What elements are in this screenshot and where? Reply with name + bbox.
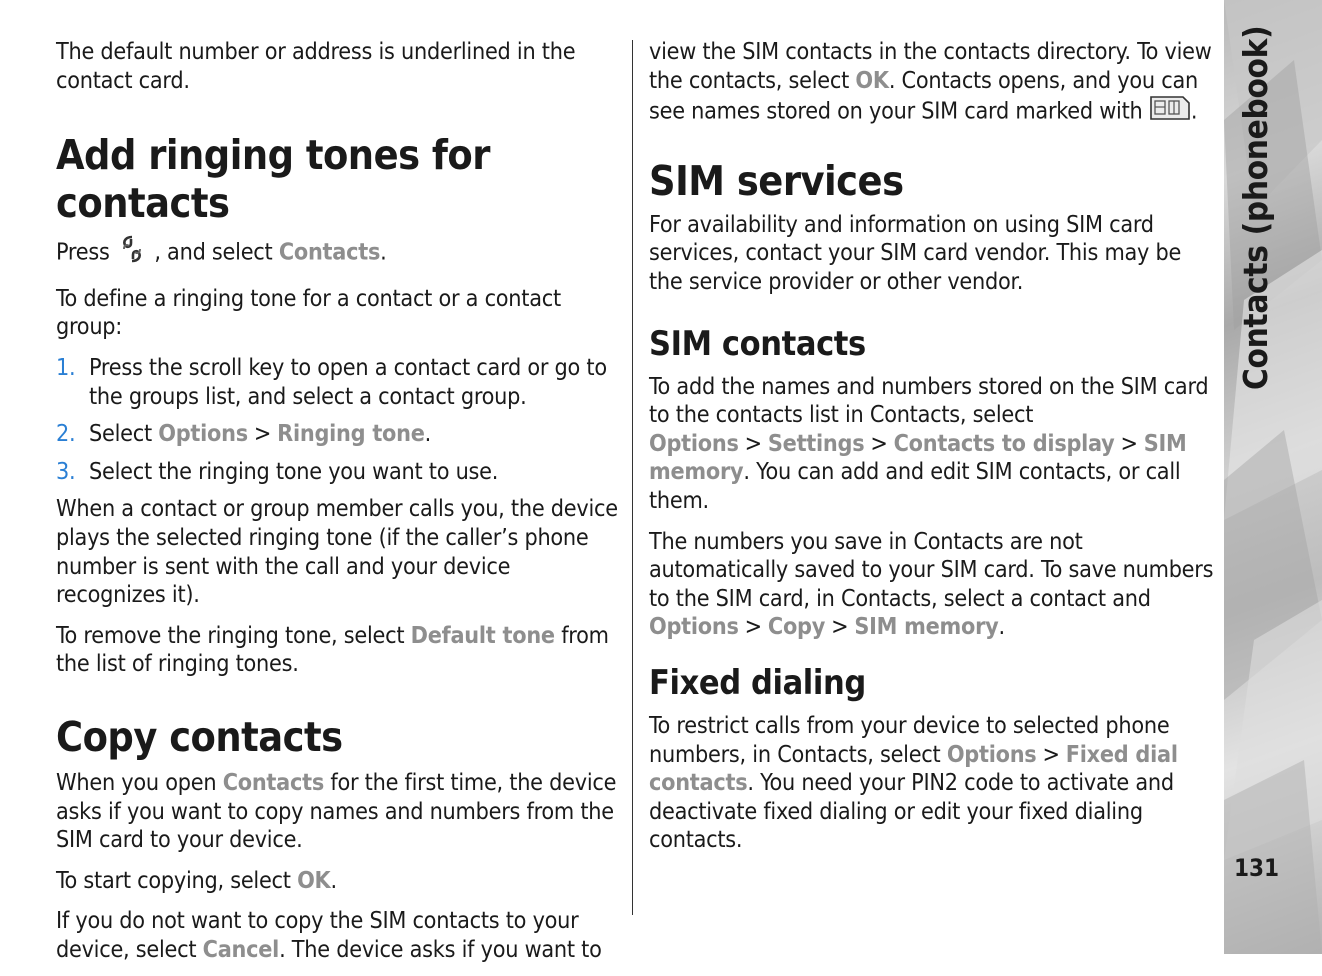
step-number: 2. (56, 420, 76, 448)
sim-contacts-post-text: . You can add and edit SIM contacts, or call them. (649, 458, 1181, 514)
list-item (56, 458, 618, 487)
notcopy-paragraph (56, 907, 618, 964)
remove-post-text: from the list of ringing tones. (56, 621, 609, 678)
ringing-tone-option: Ringing tone (277, 420, 425, 448)
open-text: When you open (56, 768, 217, 796)
when-paragraph: When a contact or group member calls you, the device plays the selected ringing tone (if the caller’s phone number is sent with the call and your device recognizes it). (56, 495, 618, 609)
options-option: Options (649, 429, 739, 457)
contacts-to-display-option: Contacts to display (893, 429, 1115, 457)
chapter-title: Contacts (phonebook) (1236, 25, 1275, 390)
step-text: Press the scroll key to open a contact card or go to the groups list, and select a contact group. (89, 353, 607, 410)
cancel-option: Cancel (202, 935, 280, 963)
notcopy-post-text: . The device asks if you want to (279, 935, 602, 963)
path-separator: > (831, 613, 849, 641)
period: . (424, 420, 432, 448)
intro-paragraph: The default number or address is underlined in the contact card. (56, 38, 576, 94)
open-paragraph (56, 769, 618, 855)
path-separator: > (1042, 740, 1060, 768)
path-separator: > (870, 429, 888, 457)
heading-fixed-dialing: Fixed dialing (649, 662, 866, 703)
notcopy-text: If you do not want to copy the SIM contacts to your device, select (56, 907, 579, 963)
open-post-text: for the first time, the device asks if you want to copy names and numbers from the SIM card to your device. (56, 768, 617, 854)
sim-memory-option: SIM memory (854, 613, 999, 641)
remove-paragraph (56, 622, 618, 679)
heading-sim-services: SIM services (649, 156, 904, 205)
menu-key-icon (116, 233, 148, 273)
period: . (330, 866, 337, 894)
options-option: Options (158, 420, 248, 448)
start-text: To start copying, select (56, 866, 291, 894)
copy-option: Copy (767, 613, 826, 641)
continued-paragraph (649, 38, 1215, 129)
define-paragraph: To define a ringing tone for a contact or a contact group: (56, 284, 561, 341)
sim-memory-option: SIM memory (649, 429, 1187, 486)
sim-contacts-text: To add the names and numbers stored on the SIM card to the contacts list in Contacts, select (649, 372, 1209, 429)
column-divider (632, 40, 633, 915)
path-separator: > (253, 420, 272, 448)
step-text: Select (89, 420, 152, 448)
fixed-dialing-post-text: . You need your PIN2 code to activate and deactivate fixed dialing or edit your fixed dialing contacts. (649, 769, 1174, 854)
heading-sim-contacts: SIM contacts (649, 323, 866, 364)
ok-option: OK (855, 66, 889, 94)
path-separator: > (1120, 429, 1138, 457)
left-column (56, 38, 618, 976)
remove-text: To remove the ringing tone, select (56, 621, 405, 649)
contacts-option: Contacts (278, 238, 381, 266)
path-separator: > (744, 613, 762, 641)
settings-option: Settings (767, 429, 865, 457)
period: . (380, 238, 387, 266)
sim-services-paragraph: For availability and information on using SIM card services, contact your SIM card vendor. This may be the service provider or other vendor. (649, 210, 1182, 295)
step-number: 1. (56, 353, 76, 381)
start-paragraph (56, 867, 618, 896)
options-option: Options (649, 613, 739, 641)
cont-text: view the SIM contacts in the contacts directory. To view the contacts, select (649, 38, 1212, 94)
default-tone-option: Default tone (410, 621, 555, 649)
step-number: 3. (56, 457, 76, 485)
press-post-text: , and select (154, 238, 273, 266)
period: . (1190, 97, 1198, 125)
ok-option: OK (297, 866, 331, 894)
sim-card-contact-icon (1149, 95, 1191, 129)
right-column (649, 38, 1215, 867)
fixed-dial-contacts-option: Fixed dial contacts (649, 740, 1178, 797)
fixed-dialing-paragraph (649, 712, 1215, 855)
contacts-option: Contacts (222, 768, 324, 796)
press-text: Press (56, 238, 110, 266)
heading-copy-contacts: Copy contacts (56, 712, 343, 761)
step-text: Select the ringing tone you want to use. (89, 457, 499, 485)
options-option: Options (946, 740, 1037, 768)
path-separator: > (744, 429, 762, 457)
list-item (56, 420, 618, 449)
save-numbers-text: The numbers you save in Contacts are not automatically saved to your SIM card. To save numbers to the SIM card, in Contacts, select a contact and (649, 527, 1214, 612)
list-item (56, 354, 618, 411)
heading-add-ringing-tones: Add ringing tones for contacts (56, 131, 490, 228)
fixed-dialing-text: To restrict calls from your device to selected phone numbers, in Contacts, select (649, 711, 1170, 768)
ringing-steps-list (56, 354, 618, 486)
page-number: 131 (1234, 854, 1280, 882)
period: . (998, 613, 1005, 641)
press-instruction (56, 233, 618, 273)
sim-contacts-paragraph-2 (649, 528, 1215, 642)
sim-contacts-paragraph-1 (649, 373, 1215, 516)
cont-post-text: . Contacts opens, and you can see names stored on your SIM card marked with (649, 66, 1198, 125)
